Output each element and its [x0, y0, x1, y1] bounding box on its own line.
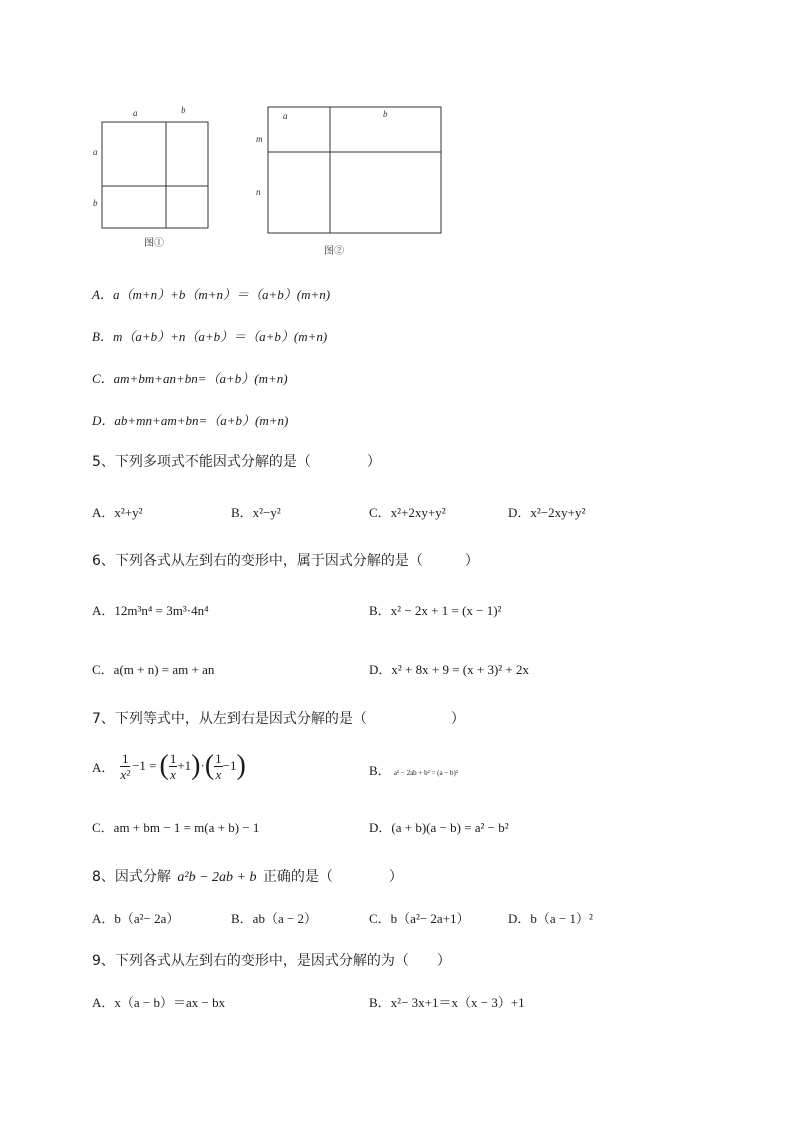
figure-1-top-a: a [133, 108, 138, 118]
q7-option-c: C．am + bm − 1 = m(a + b) − 1 [92, 820, 260, 835]
figure-2-diagram [262, 100, 448, 240]
q8-option-c: C．b（a²− 2a+1） [369, 911, 470, 926]
figure-2-left-m: m [256, 134, 263, 144]
q7-a-lparen-2: ( [204, 750, 215, 781]
q7-b-prefix: B． [369, 763, 391, 778]
q5-option-c: C．x²+2xy+y² [369, 505, 446, 520]
q7-option-d: D．(a + b)(a − b) = a² − b² [369, 820, 509, 835]
q7-a-fraction-1 [169, 752, 178, 781]
q8-stem-prefix: 8、因式分解 [92, 869, 171, 885]
q9-option-a: A．x（a − b）＝ax − bx [92, 995, 226, 1010]
q7-a-plus1: +1 [177, 758, 192, 773]
q7-option-b [369, 760, 458, 779]
q7-a-prefix: A． [92, 759, 115, 775]
q8-stem-expr: a²b − 2ab + b [177, 870, 257, 885]
q7-a-fraction-2 [214, 752, 223, 781]
q8-stem [92, 866, 403, 886]
q4-option-c: C．am+bm+an+bn=（a+b）(m+n) [92, 371, 288, 386]
q8-option-b: B．ab（a − 2） [231, 911, 318, 926]
figure-1-left-b: b [93, 198, 98, 208]
q7-a-f2-den: x [215, 766, 222, 782]
q5-option-a: A．x²+y² [92, 505, 143, 520]
q8-stem-suffix: 正确的是（ ） [262, 869, 403, 885]
q7-a-fraction [120, 752, 130, 781]
figure-2-top-a: a [283, 111, 288, 121]
q7-option-a [92, 748, 246, 784]
q7-stem: 7、下列等式中，从左到右是因式分解的是（ ） [92, 711, 465, 727]
q8-option-d: D．b（a − 1）² [508, 911, 593, 926]
q9-stem: 9、下列各式从左到右的变形中，是因式分解的为（ ） [92, 953, 451, 969]
q7-a-frac-den: x² [120, 766, 131, 782]
q7-a-minus-one: −1 = [132, 758, 157, 773]
q5-option-b: B．x²−y² [231, 505, 281, 520]
q4-option-b: B．m（a+b）+n（a+b）＝（a+b）(m+n) [92, 329, 328, 344]
figure-1-outer-square [102, 122, 208, 228]
figure-1-left-a: a [93, 147, 98, 157]
figure-2-top-b: b [383, 109, 388, 119]
q5-option-d: D．x²−2xy+y² [508, 505, 586, 520]
figure-2-caption: 图② [324, 246, 344, 257]
q7-a-lparen-1: ( [159, 750, 169, 781]
q8-option-a: A．b（a²− 2a） [92, 911, 180, 926]
figure-1-caption: 图① [144, 238, 164, 249]
q7-a-frac-num: 1 [121, 750, 129, 766]
q6-option-c: C．a(m + n) = am + an [92, 662, 215, 677]
q6-option-d: D．x² + 8x + 9 = (x + 3)² + 2x [369, 662, 529, 677]
q6-option-a: A．12m³n⁴ = 3m³·4n⁴ [92, 603, 209, 618]
q4-option-a: A．a（m+n）+b（m+n）＝（a+b）(m+n) [92, 287, 331, 302]
q6-option-b: B．x² − 2x + 1 = (x − 1)² [369, 603, 502, 618]
figure-2-left-n: n [256, 187, 261, 197]
q6-stem: 6、下列各式从左到右的变形中，属于因式分解的是（ ） [92, 553, 479, 569]
q9-option-b: B．x²− 3x+1＝x（x − 3）+1 [369, 995, 525, 1010]
q7-a-rparen-2: ) [236, 750, 246, 781]
q7-a-minus1: −1 [222, 758, 237, 773]
figure-1-top-b: b [181, 105, 186, 115]
figure-1-diagram [90, 100, 220, 235]
q7-a-rparen-1: ) [191, 750, 201, 781]
figure-2-outer-rect [268, 107, 441, 233]
q7-a-dot: · [200, 758, 205, 773]
q7-a-f1-num: 1 [169, 750, 177, 766]
q7-b-expr: a² − 2ab + b² = (a − b)² [393, 769, 458, 777]
q5-stem: 5、下列多项式不能因式分解的是（ ） [92, 454, 381, 470]
q7-a-f1-den: x [170, 766, 176, 782]
q4-option-d: D．ab+mn+am+bn=（a+b）(m+n) [92, 413, 289, 428]
q7-a-f2-num: 1 [215, 750, 222, 766]
